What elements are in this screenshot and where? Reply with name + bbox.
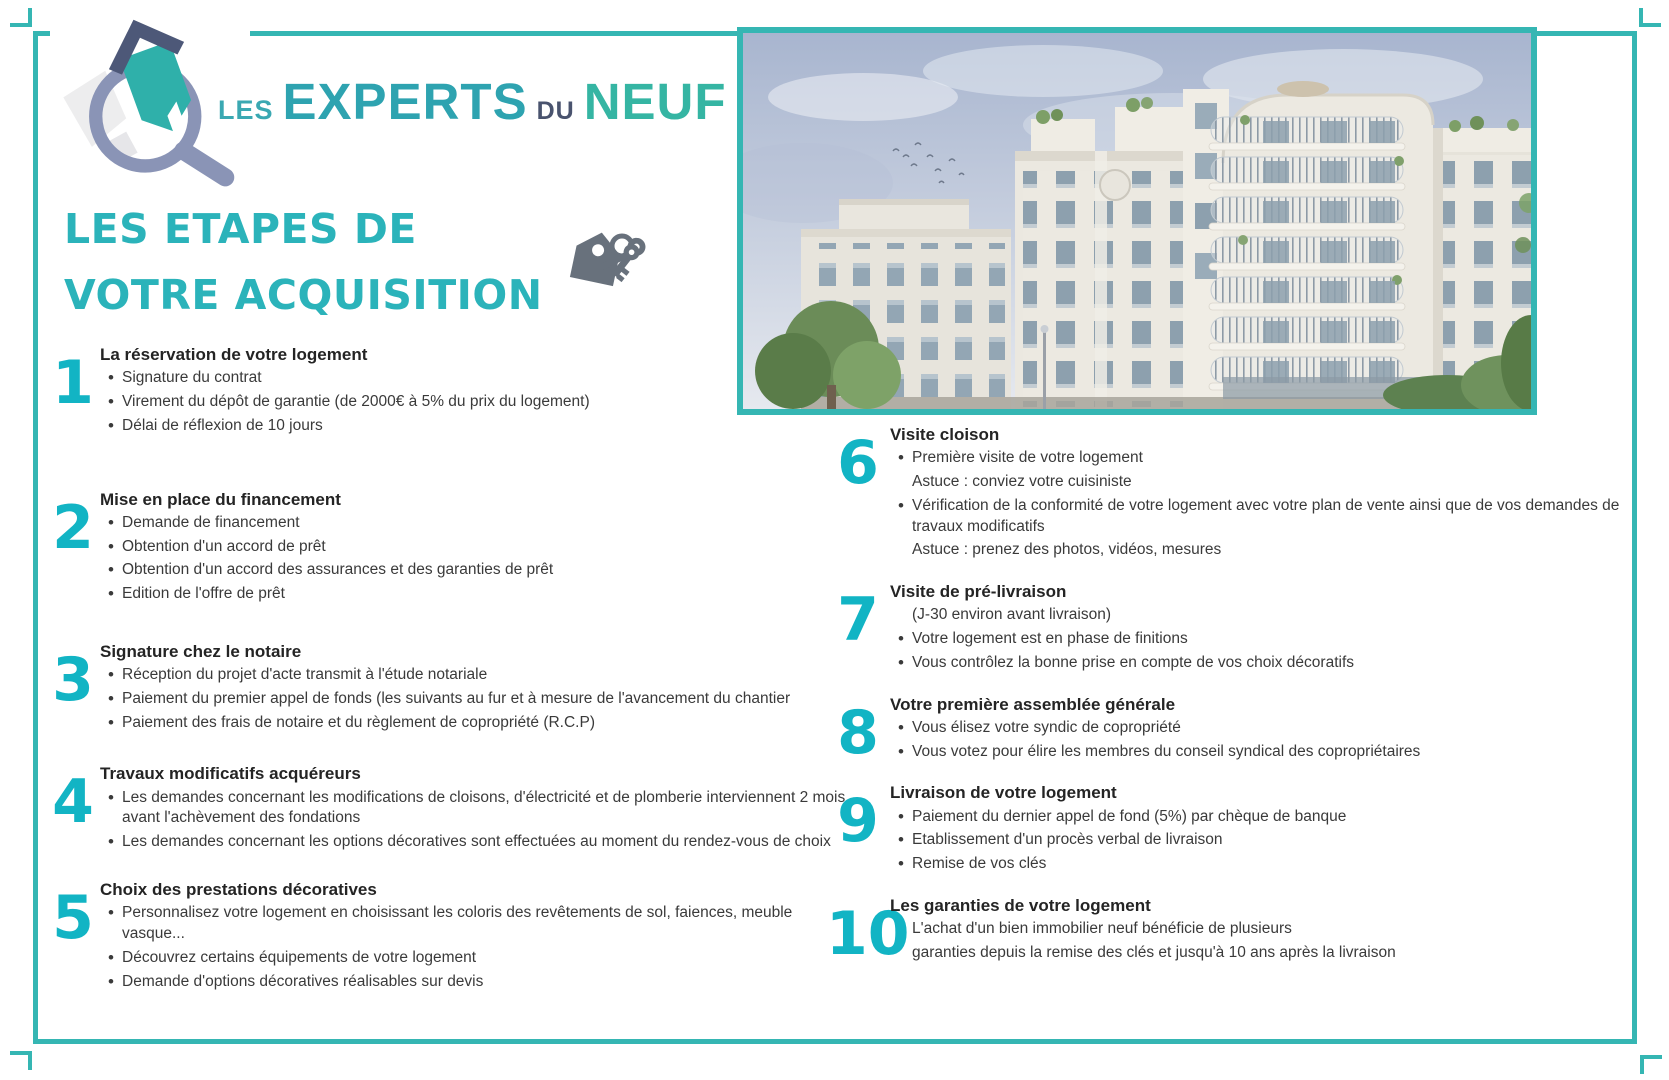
- brand-word-neuf: NEUF: [583, 73, 727, 130]
- step-number: 6: [837, 428, 879, 498]
- step-number: 5: [52, 882, 94, 953]
- step-heading: Travaux modificatifs acquéreurs: [100, 764, 361, 784]
- step-content: [890, 694, 1628, 763]
- step-bullet-item: • Personnalisez votre logement en choisissant les coloris des revêtements de sol, faiences, meuble vasque...: [100, 903, 846, 945]
- step-number: 3: [52, 644, 94, 715]
- step-number: 4: [52, 767, 94, 838]
- step-content: [100, 489, 846, 605]
- step-bullet-item: • Edition de l'offre de prêt: [100, 584, 846, 605]
- step-bullet-item: • Votre logement est en phase de finitions: [890, 629, 1628, 650]
- step-2: [46, 489, 846, 605]
- step-note: Astuce : prenez des photos, vidéos, mesures: [912, 541, 1222, 559]
- step-heading: Livraison de votre logement: [890, 783, 1117, 803]
- step-heading: Visite de pré-livraison: [890, 582, 1067, 602]
- step-5: [46, 879, 846, 992]
- step-bullet-item: • Demande d'options décoratives réalisables sur devis: [100, 972, 846, 993]
- step-bullet-item: • Découvrez certains équipements de votre logement: [100, 948, 846, 969]
- step-bullet-item: • Remise de vos clés: [890, 854, 1628, 875]
- steps-column-right: [826, 424, 1628, 984]
- step-heading: Les garanties de votre logement: [890, 895, 1151, 915]
- step-bullet-item: • Vous élisez votre syndic de copropriété: [890, 718, 1628, 739]
- step-heading: Visite cloison: [890, 425, 1000, 444]
- steps-column-left: [46, 344, 846, 1032]
- step-heading: Votre première assemblée générale: [890, 694, 1176, 714]
- step-6: [826, 424, 1628, 561]
- step-note: (J-30 environ avant livraison): [912, 606, 1112, 624]
- step-number: 8: [837, 697, 879, 768]
- step-10: [826, 895, 1628, 969]
- step-heading: Choix des prestations décoratives: [100, 879, 377, 899]
- step-bullet-item: • Délai de réflexion de 10 jours: [100, 416, 846, 437]
- step-content: [100, 763, 846, 853]
- step-bullet-item: • Première visite de votre logement: [890, 448, 1628, 469]
- brand-word-du: DU: [536, 97, 575, 125]
- step-bullet-item: • Paiement du premier appel de fonds (les suivants au fur et à mesure de l'avancement du chantier: [100, 689, 846, 710]
- corner-mark-bottom-left: [10, 1051, 32, 1070]
- step-bullet-item: • Vous contrôlez la bonne prise en compte de vos choix décoratifs: [890, 653, 1628, 674]
- step-bullet-item: • Obtention d'un accord de prêt: [100, 537, 846, 558]
- step-content: [890, 424, 1628, 561]
- step-number: 9: [837, 786, 879, 857]
- page-title-line1: LES ETAPES DE: [64, 205, 417, 253]
- step-bullet-item: • Obtention d'un accord des assurances et des garanties de prêt: [100, 560, 846, 581]
- step-bullet-item: • Réception du projet d'acte transmit à l'étude notariale: [100, 665, 846, 686]
- step-number: 7: [837, 585, 879, 656]
- keys-icon: [556, 220, 671, 300]
- step-note: L'achat d'un bien immobilier neuf bénéficie de plusieurs: [912, 920, 1292, 938]
- building-photo: [737, 27, 1537, 415]
- page-title: [64, 196, 543, 328]
- step-number: 1: [52, 348, 94, 418]
- step-content: [890, 581, 1628, 674]
- step-content: [890, 895, 1628, 964]
- step-7: [826, 581, 1628, 674]
- step-note: garanties depuis la remise des clés et jusqu'à 10 ans après la livraison: [912, 943, 1396, 961]
- step-content: [100, 641, 846, 734]
- step-bullet-item: • Vérification de la conformité de votre logement avec votre plan de vente ainsi que de vos demandes de travaux modificatifs: [890, 496, 1628, 538]
- step-bullet-item: • Paiement du dernier appel de fond (5%) par chèque de banque: [890, 807, 1628, 828]
- step-bullet-item: • Les demandes concernant les options décoratives sont effectuées au moment du rendez-vous de choix: [100, 832, 846, 853]
- corner-mark-top-right: [1639, 8, 1661, 27]
- step-bullet-item: • Paiement des frais de notaire et du règlement de copropriété (R.C.P): [100, 713, 846, 734]
- step-note: Astuce : conviez votre cuisiniste: [912, 473, 1132, 491]
- step-9: [826, 782, 1628, 875]
- step-content: [890, 782, 1628, 875]
- step-bullet-item: • Etablissement d'un procès verbal de livraison: [890, 830, 1628, 851]
- page-title-line2: VOTRE ACQUISITION: [64, 271, 543, 319]
- step-1: [46, 344, 846, 437]
- step-bullet-item: • Virement du dépôt de garantie (de 2000€ à 5% du prix du logement): [100, 392, 846, 413]
- apartment-building-illustration: [743, 33, 1531, 409]
- step-3: [46, 641, 846, 734]
- step-bullet-item: • Demande de financement: [100, 513, 846, 534]
- step-heading: Mise en place du financement: [100, 489, 341, 509]
- step-heading: Signature chez le notaire: [100, 641, 302, 661]
- corner-mark-top-left: [10, 8, 32, 27]
- step-bullet-item: • Les demandes concernant les modifications de cloisons, d'électricité et de plomberie interviennent 2 mois avant l'achèvement des fondations: [100, 788, 846, 830]
- step-number: 2: [52, 492, 94, 563]
- brand-word-experts: EXPERTS: [282, 73, 528, 130]
- step-content: [100, 879, 846, 992]
- step-number: 10: [826, 898, 910, 969]
- step-heading: La réservation de votre logement: [100, 345, 368, 364]
- brand-word-les: LES: [218, 95, 274, 125]
- step-content: [100, 344, 846, 437]
- step-4: [46, 763, 846, 853]
- corner-mark-bottom-right: [1640, 1055, 1662, 1074]
- brand-name: [218, 72, 727, 131]
- step-bullet-item: • Signature du contrat: [100, 368, 846, 389]
- step-8: [826, 694, 1628, 768]
- step-bullet-item: • Vous votez pour élire les membres du conseil syndical des copropriétaires: [890, 742, 1628, 763]
